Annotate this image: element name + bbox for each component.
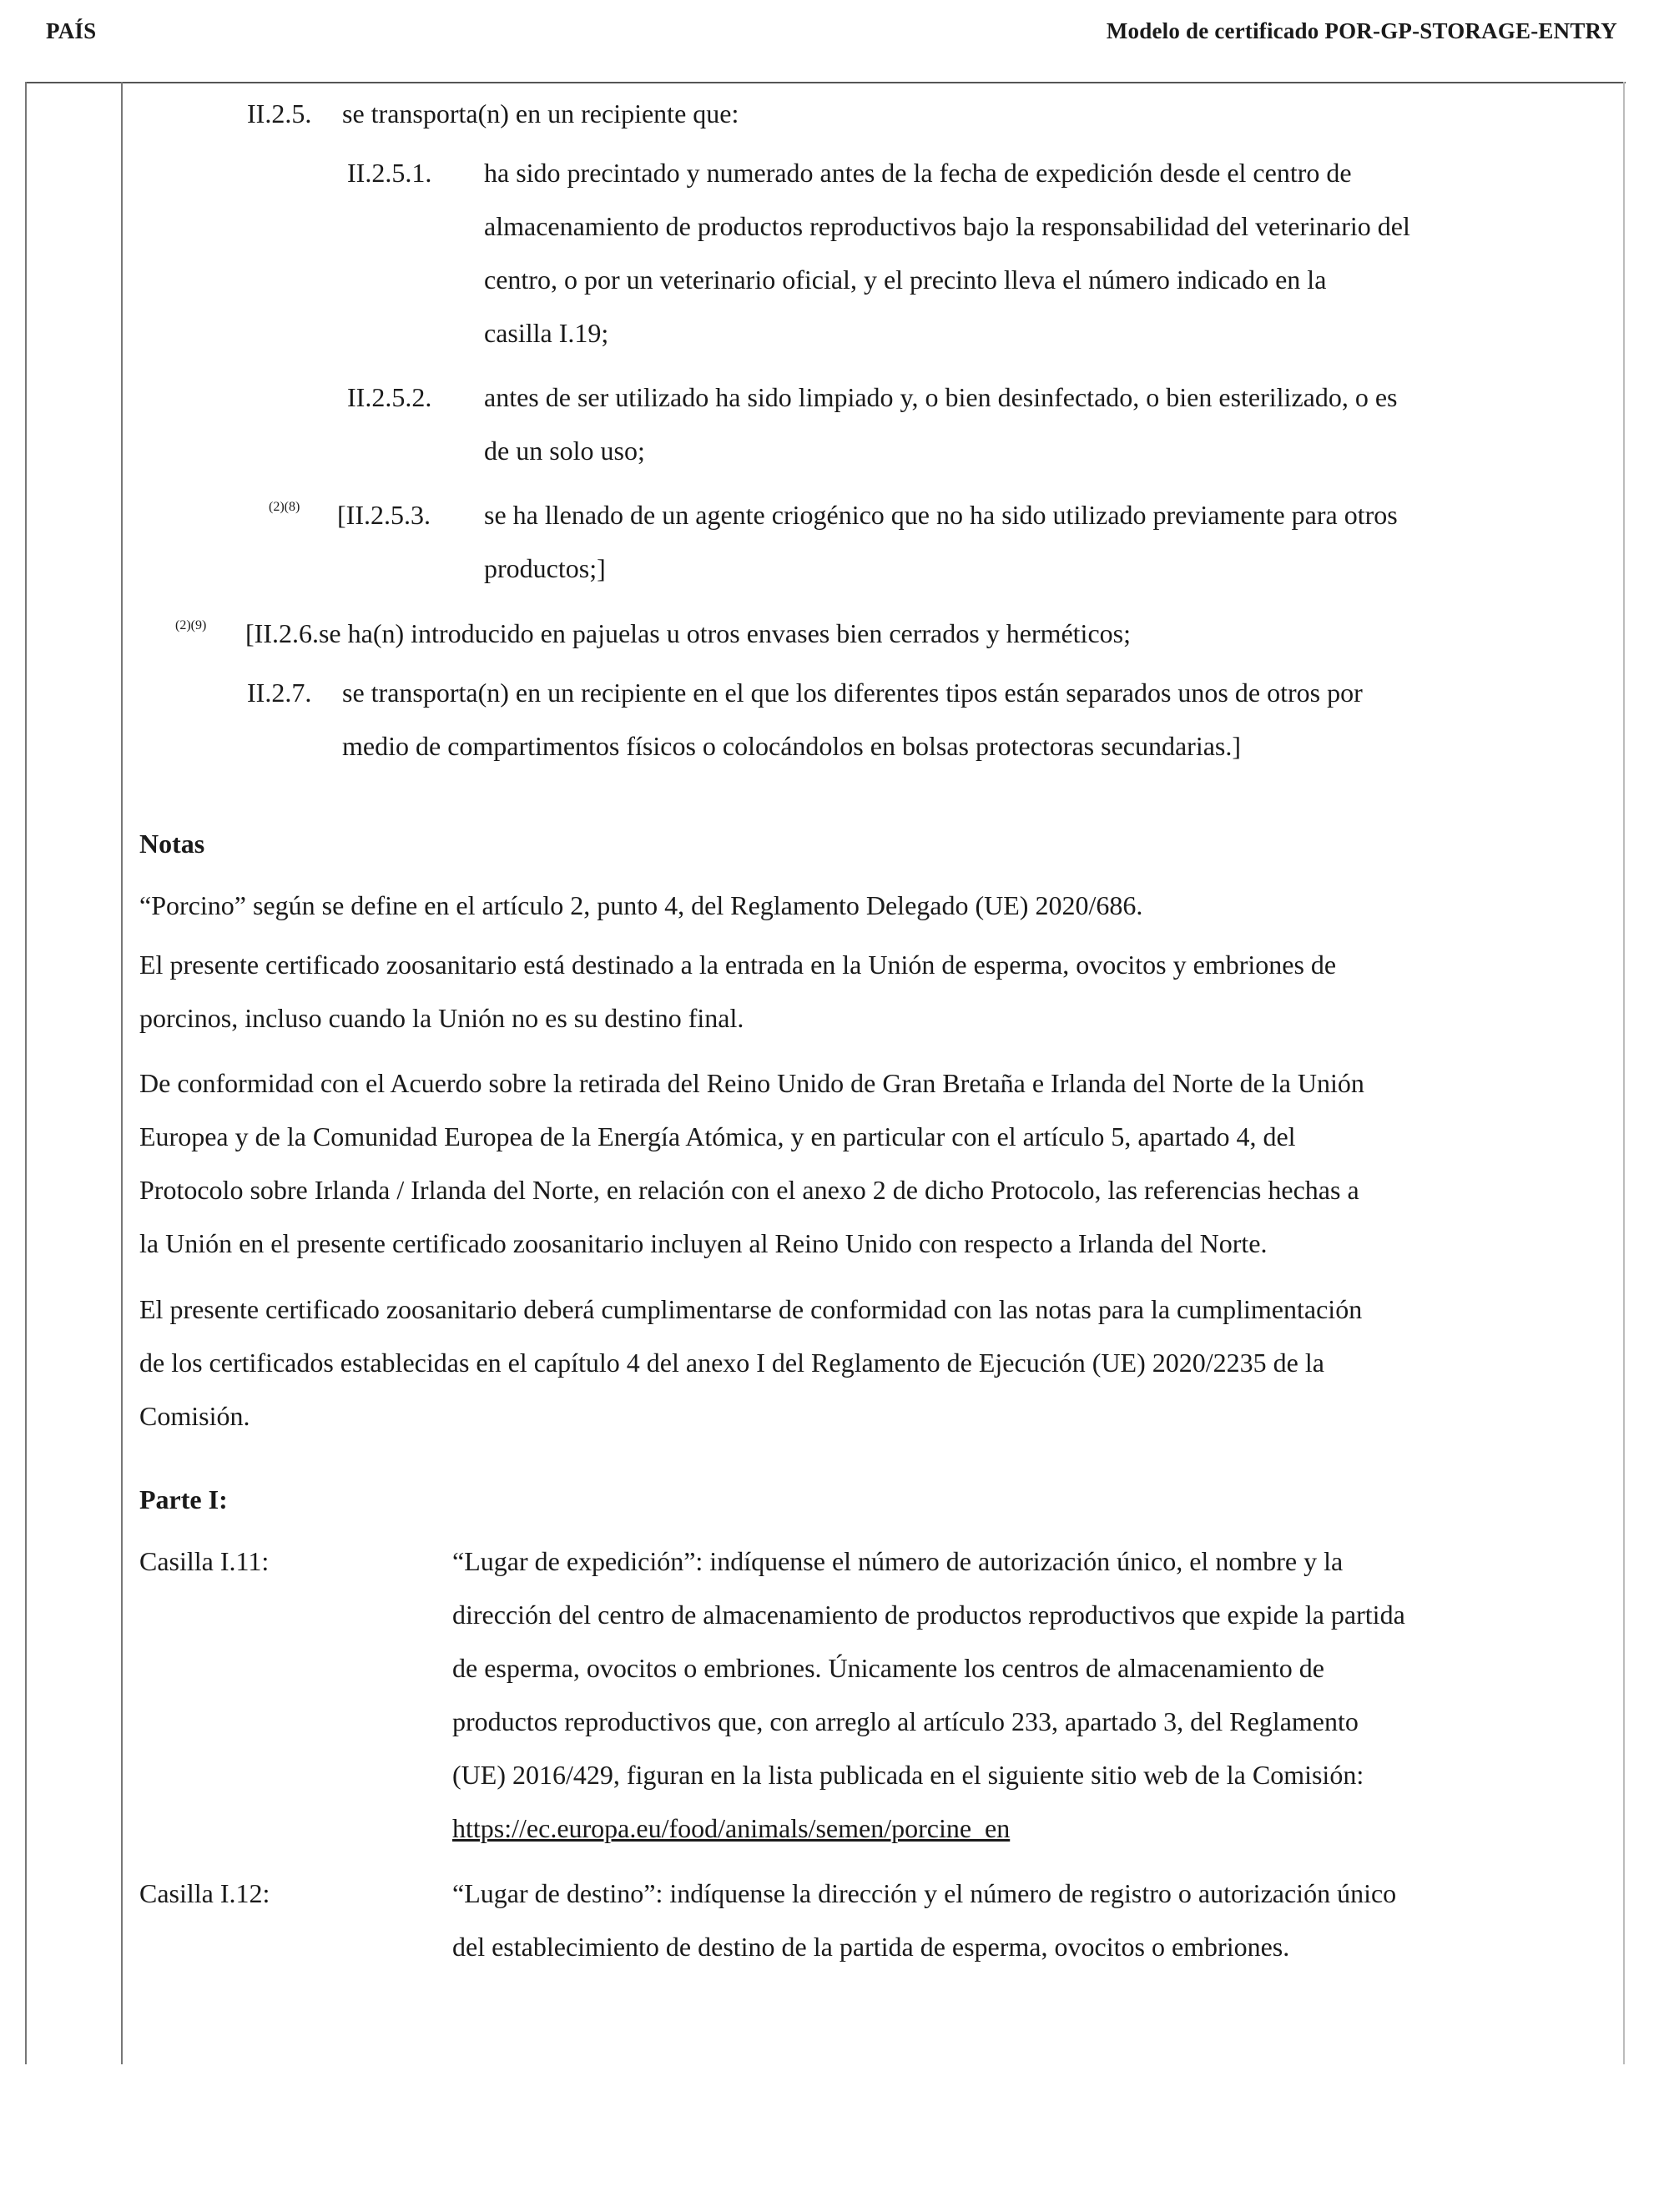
notes-title: Notas [139, 829, 205, 859]
clause-number-ii-2-5-2: II.2.5.2. [347, 382, 432, 412]
notes-line: El presente certificado zoosanitario está destinado a la entrada en la Unión de esperma, ovocitos y embriones de [139, 950, 1337, 980]
clause-number-ii-2-7: II.2.7. [247, 678, 312, 708]
parte-i-title: Parte I: [139, 1484, 228, 1514]
notes-line: de los certificados establecidas en el capítulo 4 del anexo I del Reglamento de Ejecución (UE) 2020/2235 de la [139, 1348, 1324, 1378]
casilla-label-i-12: Casilla I.12: [139, 1878, 270, 1908]
casilla-line: (UE) 2016/429, figuran en la lista publicada en el siguiente sitio web de la Comisión: [452, 1760, 1364, 1790]
frame-left-border [25, 82, 27, 2064]
notes-line: De conformidad con el Acuerdo sobre la retirada del Reino Unido de Gran Bretaña e Irlanda del Norte de la Unión [139, 1068, 1364, 1098]
clause-line: de un solo uso; [484, 436, 645, 466]
casilla-line: del establecimiento de destino de la partida de esperma, ovocitos o embriones. [452, 1932, 1290, 1962]
clause-line: almacenamiento de productos reproductivos bajo la responsabilidad del veterinario del [484, 211, 1410, 241]
clause-number-ii-2-5-3: [II.2.5.3. [337, 500, 431, 530]
footnote-ref: (2)(9) [175, 618, 207, 632]
clause-line: se ha llenado de un agente criogénico que no ha sido utilizado previamente para otros [484, 500, 1398, 530]
clause-line: productos;] [484, 553, 606, 583]
frame-right-border [1623, 82, 1625, 2064]
casilla-line: productos reproductivos que, con arreglo al artículo 233, apartado 3, del Reglamento [452, 1706, 1359, 1736]
casilla-line: “Lugar de expedición”: indíquense el número de autorización único, el nombre y la [452, 1546, 1344, 1576]
clause-text-ii-2-5: se transporta(n) en un recipiente que: [342, 98, 739, 128]
clause-line: antes de ser utilizado ha sido limpiado y, o bien desinfectado, o bien esterilizado, o es [484, 382, 1398, 412]
top-rule [25, 82, 1626, 83]
notes-line: Europea y de la Comunidad Europea de la Energía Atómica, y en particular con el artículo 5, apartado 4, del [139, 1121, 1296, 1151]
commission-website-link[interactable]: https://ec.europa.eu/food/animals/semen/porcine_en [452, 1813, 1011, 1843]
clause-line: casilla I.19; [484, 318, 609, 348]
clause-line: centro, o por un veterinario oficial, y el precinto lleva el número indicado en la [484, 265, 1327, 295]
footnote-ref: (2)(8) [269, 500, 300, 514]
casilla-line: “Lugar de destino”: indíquense la dirección y el número de registro o autorización único [452, 1878, 1397, 1908]
notes-line: Comisión. [139, 1401, 250, 1431]
clause-text-ii-2-6: [II.2.6.se ha(n) introducido en pajuelas u otros envases bien cerrados y herméticos; [245, 618, 1131, 648]
notes-line: El presente certificado zoosanitario deberá cumplimentarse de conformidad con las notas para la cumplimentación [139, 1294, 1363, 1324]
clause-line: ha sido precintado y numerado antes de la fecha de expedición desde el centro de [484, 158, 1352, 188]
notes-paragraph: “Porcino” según se define en el artículo 2, punto 4, del Reglamento Delegado (UE) 2020/686. [139, 890, 1143, 920]
clause-number-ii-2-5-1: II.2.5.1. [347, 158, 432, 188]
notes-line: porcinos, incluso cuando la Unión no es su destino final. [139, 1003, 744, 1033]
clause-number-ii-2-5: II.2.5. [247, 98, 312, 128]
frame-inner-border [121, 82, 123, 2064]
notes-line: la Unión en el presente certificado zoosanitario incluyen al Reino Unido con respecto a Irlanda del Norte. [139, 1228, 1268, 1258]
clause-line: medio de compartimentos físicos o colocándolos en bolsas protectoras secundarias.] [342, 731, 1242, 761]
casilla-line: dirección del centro de almacenamiento de productos reproductivos que expide la partida [452, 1600, 1405, 1630]
header-country: PAÍS [46, 18, 97, 43]
casilla-label-i-11: Casilla I.11: [139, 1546, 270, 1576]
notes-line: Protocolo sobre Irlanda / Irlanda del Norte, en relación con el anexo 2 de dicho Protocolo, las referencias hechas a [139, 1175, 1359, 1205]
casilla-line: de esperma, ovocitos o embriones. Únicamente los centros de almacenamiento de [452, 1653, 1324, 1683]
clause-line: se transporta(n) en un recipiente en el que los diferentes tipos están separados unos de otros por [342, 678, 1363, 708]
header-model: Modelo de certificado POR-GP-STORAGE-ENTRY [1106, 18, 1617, 43]
